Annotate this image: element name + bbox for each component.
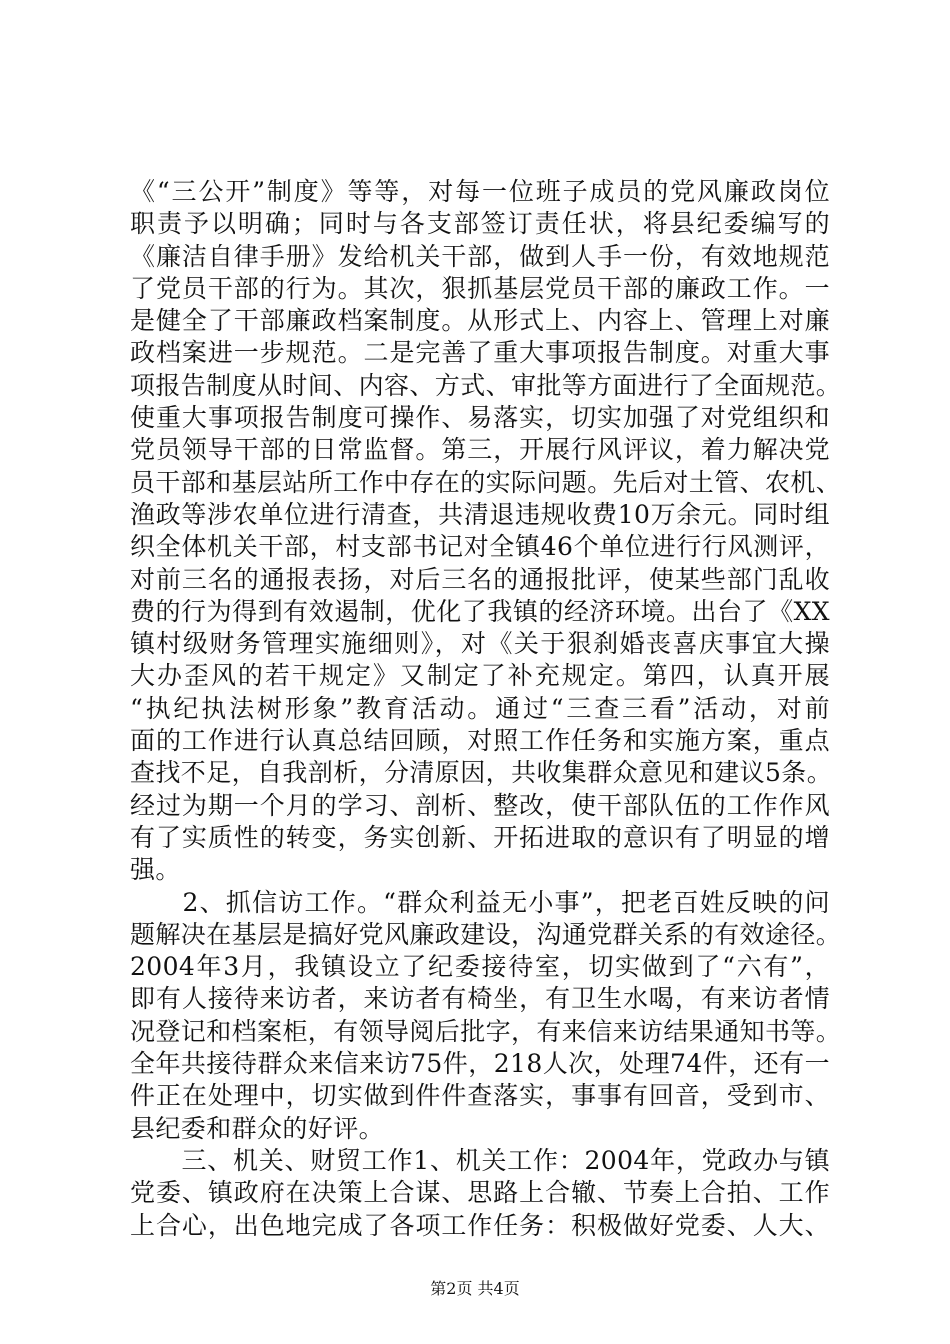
text-line: 织全体机关干部，村支部书记对全镇46个单位进行行风测评，: [130, 532, 830, 562]
text-line: 使重大事项报告制度可操作、易落实，切实加强了对党组织和: [130, 403, 830, 433]
text-line: “执纪执法树形象”教育活动。通过“三查三看”活动，对前: [130, 693, 830, 723]
text-line: 即有人接待来访者，来访者有椅坐，有卫生水喝，有来访者情: [130, 984, 830, 1014]
text-line: 查找不足，自我剖析，分清原因，共收集群众意见和建议5条。: [130, 758, 833, 788]
text-line: 件正在处理中，切实做到件件查落实，事事有回音，受到市、: [130, 1081, 830, 1111]
page-footer: 第2页 共4页: [430, 1279, 520, 1298]
text-line: 大办歪风的若干规定》又制定了补充规定。第四，认真开展: [130, 661, 830, 691]
text-line: 《“三公开”制度》等等，对每一位班子成员的党风廉政岗位: [130, 177, 830, 206]
text-line: 了党员干部的行为。其次，狠抓基层党员干部的廉政工作。一: [130, 273, 830, 303]
text-line: 经过为期一个月的学习、剖析、整改，使干部队伍的工作作风: [130, 790, 830, 820]
text-line: 有了实质性的转变，务实创新、开拓进取的意识有了明显的增: [130, 822, 830, 852]
text-line: 强。: [130, 855, 181, 885]
text-line: 题解决在基层是搞好党风廉政建设，沟通党群关系的有效途径。: [130, 919, 842, 949]
text-line: 员干部和基层站所工作中存在的实际问题。先后对土管、农机、: [130, 467, 842, 497]
text-line: 《廉洁自律手册》发给机关干部，做到人手一份，有效地规范: [130, 241, 830, 271]
text-line: 渔政等涉农单位进行清查，共清退违规收费10万余元。同时组: [130, 499, 830, 529]
text-line: 党委、镇政府在决策上合谋、思路上合辙、节奏上合拍、工作: [130, 1178, 830, 1208]
text-line: 三、机关、财贸工作1、机关工作：2004年，党政办与镇: [130, 1145, 830, 1175]
text-line: 面的工作进行认真总结回顾，对照工作任务和实施方案，重点: [130, 726, 830, 756]
text-line: 政档案进一步规范。二是完善了重大事项报告制度。对重大事: [130, 338, 830, 368]
text-line: 县纪委和群众的好评。: [130, 1113, 385, 1143]
text-line: 镇村级财务管理实施细则》，对《关于狠刹婚丧喜庆事宜大操: [130, 629, 830, 659]
text-line: 职责予以明确；同时与各支部签订责任状，将县纪委编写的: [130, 209, 830, 239]
text-line: 费的行为得到有效遏制，优化了我镇的经济环境。出台了《XX: [130, 596, 830, 626]
text-line: 对前三名的通报表扬，对后三名的通报批评，使某些部门乱收: [130, 564, 830, 594]
body-text: [130, 176, 842, 1242]
text-line: 2004年3月，我镇设立了纪委接待室，切实做到了“六有”，: [130, 952, 830, 982]
text-line: 全年共接待群众来信来访75件，218人次，处理74件，还有一: [130, 1049, 830, 1079]
text-line: 上合心，出色地完成了各项工作任务：积极做好党委、人大、: [130, 1210, 830, 1240]
text-line: 况登记和档案柜，有领导阅后批字，有来信来访结果通知书等。: [130, 1016, 842, 1046]
text-line: 党员领导干部的日常监督。第三，开展行风评议，着力解决党: [130, 435, 830, 465]
text-line: 2、抓信访工作。“群众利益无小事”，把老百姓反映的问: [130, 887, 830, 917]
text-line: 是健全了干部廉政档案制度。从形式上、内容上、管理上对廉: [130, 306, 830, 336]
text-line: 项报告制度从时间、内容、方式、审批等方面进行了全面规范。: [130, 370, 842, 400]
